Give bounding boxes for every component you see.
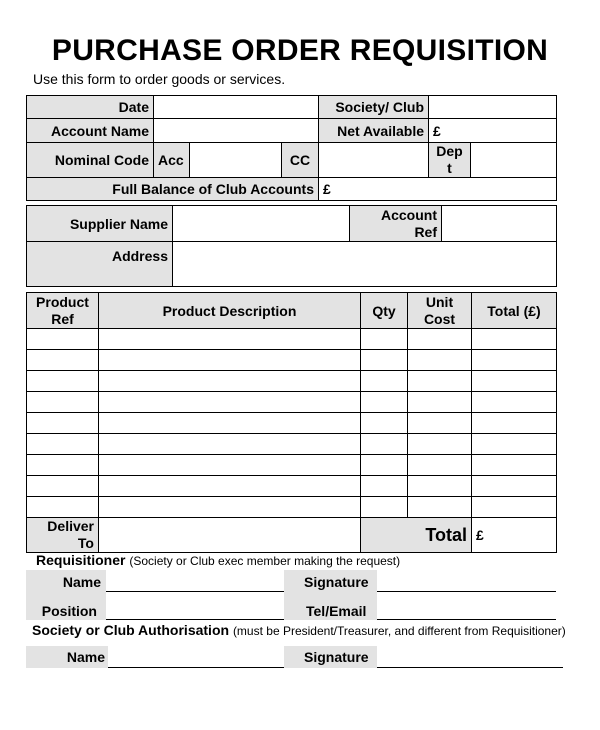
requisitioner-name-label: Name bbox=[62, 574, 101, 590]
table-row bbox=[27, 497, 557, 518]
form-instructions: Use this form to order goods or services. bbox=[33, 71, 286, 87]
product-ref-cell[interactable] bbox=[27, 434, 99, 455]
authorisation-note: (must be President/Treasurer, and different from Requisitioner) bbox=[232, 624, 566, 638]
supplier-name-label: Supplier Name bbox=[27, 206, 173, 242]
requisitioner-name-field[interactable] bbox=[106, 591, 284, 592]
table-row bbox=[27, 434, 557, 455]
description-cell[interactable] bbox=[99, 434, 361, 455]
net-available-label: Net Available bbox=[319, 119, 429, 143]
society-club-field[interactable] bbox=[429, 96, 557, 119]
total-cell[interactable] bbox=[472, 413, 557, 434]
description-cell[interactable] bbox=[99, 329, 361, 350]
address-label: Address bbox=[27, 242, 173, 287]
unit-cost-cell[interactable] bbox=[408, 371, 472, 392]
qty-cell[interactable] bbox=[361, 350, 408, 371]
acc-field[interactable] bbox=[190, 143, 282, 178]
product-ref-cell[interactable] bbox=[27, 455, 99, 476]
authorisation-signature-label-block bbox=[284, 646, 377, 668]
qty-cell[interactable] bbox=[361, 476, 408, 497]
table-row bbox=[27, 413, 557, 434]
total-cell[interactable] bbox=[472, 392, 557, 413]
requisitioner-position-field[interactable] bbox=[106, 619, 284, 620]
acc-label: Acc bbox=[154, 143, 190, 178]
requisitioner-left-label-block bbox=[26, 570, 106, 620]
authorisation-name-field[interactable] bbox=[108, 667, 284, 668]
address-field[interactable] bbox=[173, 242, 557, 287]
account-ref-field[interactable] bbox=[442, 206, 557, 242]
page-title: PURCHASE ORDER REQUISITION bbox=[51, 34, 549, 67]
col-total: Total (£) bbox=[472, 293, 557, 329]
cc-label: CC bbox=[282, 143, 319, 178]
product-ref-cell[interactable] bbox=[27, 329, 99, 350]
cc-field[interactable] bbox=[319, 143, 429, 178]
description-cell[interactable] bbox=[99, 413, 361, 434]
table-row bbox=[27, 476, 557, 497]
nominal-code-label: Nominal Code bbox=[27, 143, 154, 178]
product-ref-cell[interactable] bbox=[27, 392, 99, 413]
unit-cost-cell[interactable] bbox=[408, 413, 472, 434]
society-club-label: Society/ Club bbox=[319, 96, 429, 119]
col-product-description: Product Description bbox=[99, 293, 361, 329]
authorisation-heading: Society or Club Authorisation (must be President/Treasurer, and different from Requisitioner) bbox=[32, 622, 566, 638]
products-table bbox=[26, 292, 557, 553]
unit-cost-cell[interactable] bbox=[408, 476, 472, 497]
total-cell[interactable] bbox=[472, 476, 557, 497]
supplier-table bbox=[26, 205, 557, 287]
requisitioner-tel-email-field[interactable] bbox=[377, 619, 556, 620]
description-cell[interactable] bbox=[99, 392, 361, 413]
authorisation-name-label-block bbox=[26, 646, 108, 668]
requisitioner-position-label: Position bbox=[41, 603, 97, 619]
account-name-label: Account Name bbox=[27, 119, 154, 143]
supplier-name-field[interactable] bbox=[173, 206, 350, 242]
account-ref-label: Account Ref bbox=[350, 206, 442, 242]
total-cell[interactable] bbox=[472, 497, 557, 518]
total-cell[interactable] bbox=[472, 455, 557, 476]
table-row bbox=[27, 392, 557, 413]
unit-cost-cell[interactable] bbox=[408, 350, 472, 371]
product-ref-cell[interactable] bbox=[27, 413, 99, 434]
requisitioner-heading: Requisitioner (Society or Club exec member making the request) bbox=[36, 552, 401, 568]
qty-cell[interactable] bbox=[361, 497, 408, 518]
requisitioner-right-label-block bbox=[284, 570, 377, 620]
account-name-field[interactable] bbox=[154, 119, 319, 143]
product-ref-cell[interactable] bbox=[27, 371, 99, 392]
deliver-to-field[interactable] bbox=[99, 518, 361, 553]
net-available-field[interactable]: £ bbox=[429, 119, 557, 143]
dept-label: Dep t bbox=[429, 143, 471, 178]
unit-cost-cell[interactable] bbox=[408, 497, 472, 518]
authorisation-signature-field[interactable] bbox=[377, 667, 563, 668]
qty-cell[interactable] bbox=[361, 329, 408, 350]
grand-total-field[interactable]: £ bbox=[472, 518, 557, 553]
unit-cost-cell[interactable] bbox=[408, 455, 472, 476]
total-cell[interactable] bbox=[472, 329, 557, 350]
qty-cell[interactable] bbox=[361, 434, 408, 455]
table-row bbox=[27, 350, 557, 371]
product-ref-cell[interactable] bbox=[27, 350, 99, 371]
total-cell[interactable] bbox=[472, 434, 557, 455]
authorisation-signature-label: Signature bbox=[304, 649, 369, 665]
qty-cell[interactable] bbox=[361, 371, 408, 392]
col-qty: Qty bbox=[361, 293, 408, 329]
description-cell[interactable] bbox=[99, 350, 361, 371]
description-cell[interactable] bbox=[99, 476, 361, 497]
description-cell[interactable] bbox=[99, 371, 361, 392]
full-balance-label: Full Balance of Club Accounts bbox=[27, 178, 319, 201]
requisitioner-note: (Society or Club exec member making the request) bbox=[129, 554, 401, 568]
date-field[interactable] bbox=[154, 96, 319, 119]
requisitioner-tel-email-label: Tel/Email bbox=[306, 603, 367, 619]
product-ref-cell[interactable] bbox=[27, 497, 99, 518]
description-cell[interactable] bbox=[99, 455, 361, 476]
requisitioner-signature-label: Signature bbox=[304, 574, 369, 590]
grand-total-label: Total bbox=[361, 518, 472, 553]
unit-cost-cell[interactable] bbox=[408, 392, 472, 413]
unit-cost-cell[interactable] bbox=[408, 329, 472, 350]
table-row bbox=[27, 371, 557, 392]
date-label: Date bbox=[27, 96, 154, 119]
col-unit-cost: Unit Cost bbox=[408, 293, 472, 329]
unit-cost-cell[interactable] bbox=[408, 434, 472, 455]
full-balance-field[interactable]: £ bbox=[319, 178, 557, 201]
deliver-to-label: Deliver To bbox=[27, 518, 99, 553]
product-ref-cell[interactable] bbox=[27, 476, 99, 497]
authorisation-name-label: Name bbox=[66, 649, 105, 665]
order-header-table bbox=[26, 95, 557, 201]
qty-cell[interactable] bbox=[361, 413, 408, 434]
qty-cell[interactable] bbox=[361, 392, 408, 413]
col-product-ref: Product Ref bbox=[27, 293, 99, 329]
total-cell[interactable] bbox=[472, 371, 557, 392]
table-row bbox=[27, 329, 557, 350]
description-cell[interactable] bbox=[99, 497, 361, 518]
total-cell[interactable] bbox=[472, 350, 557, 371]
requisitioner-signature-field[interactable] bbox=[377, 591, 556, 592]
table-row bbox=[27, 455, 557, 476]
qty-cell[interactable] bbox=[361, 455, 408, 476]
dept-field[interactable] bbox=[471, 143, 557, 178]
